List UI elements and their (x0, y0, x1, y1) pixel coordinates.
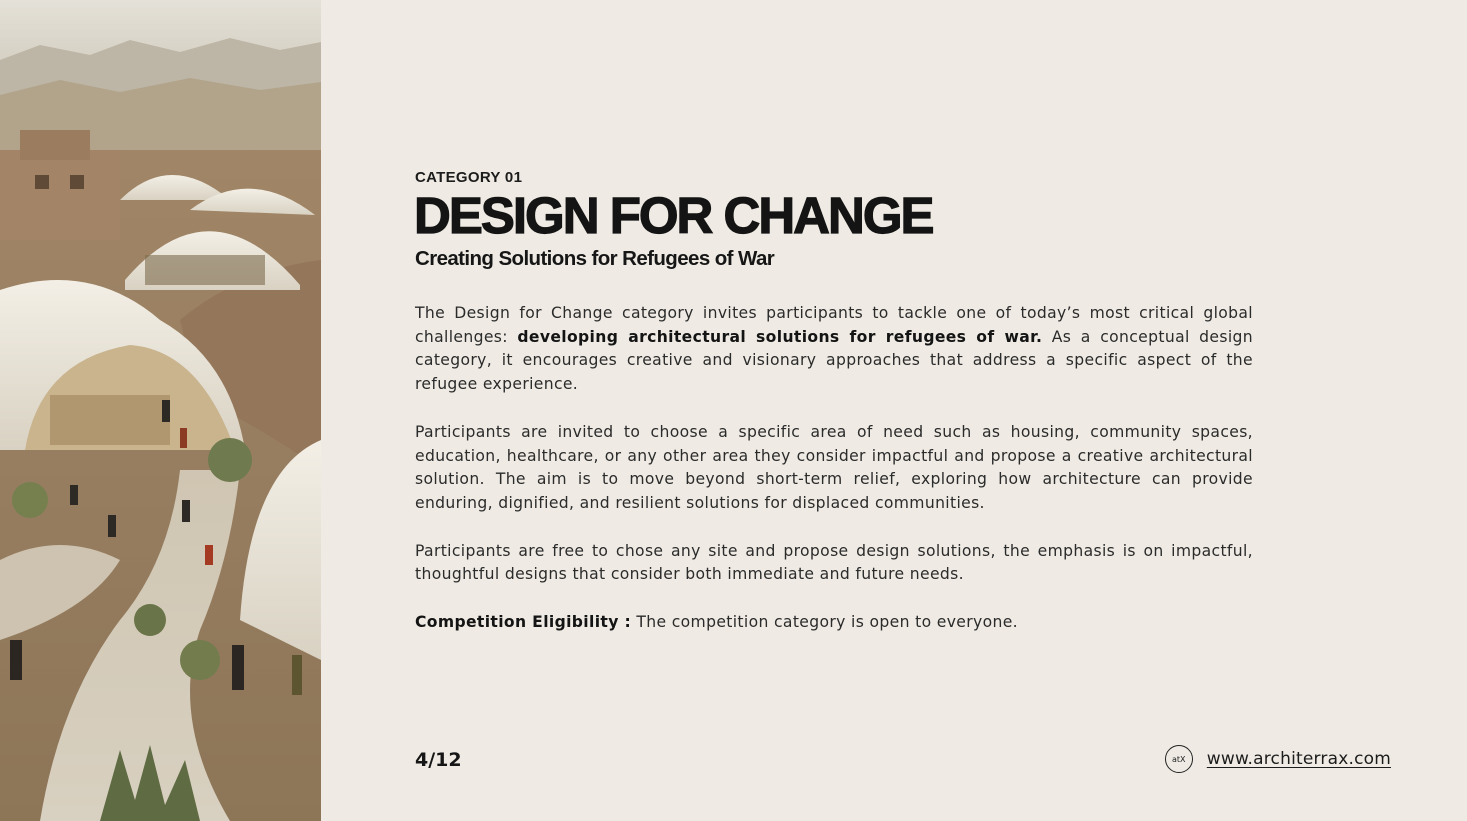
paragraph-eligibility (415, 611, 1253, 635)
page-number: 4/12 (415, 749, 462, 771)
paragraph-site: Participants are free to chose any site and propose design solutions, the emphasis is on impactful, thoughtful designs that consider both immediate and future needs. (415, 541, 1253, 584)
refugee-camp-photo (0, 0, 321, 821)
paragraph-intro-end: As a conceptual design category, it encourages creative and visionary approaches that address a specific aspect of the refugee experience. (415, 327, 1254, 394)
content-page (321, 0, 1467, 821)
paragraph-intro-bold: developing architectural solutions for refugees of war. (517, 327, 1043, 346)
website-footer (1165, 745, 1391, 773)
category-label: CATEGORY 01 (415, 169, 523, 186)
paragraph-participants: Participants are invited to choose a specific area of need such as housing, community spaces, education, healthcare, or any other area they consider impactful and propose a creative architectural solution. The aim is to move beyond short-term relief, exploring how architecture can provide enduring, dignified, and resilient solutions for displaced communities. (415, 422, 1253, 512)
architerrax-logo-icon (1165, 745, 1193, 773)
paragraph-intro (415, 302, 1253, 397)
camp-illustration (0, 0, 321, 821)
logo-text: atX (1172, 754, 1186, 764)
page-title: DESIGN FOR CHANGE (414, 187, 933, 244)
eligibility-label: Competition Eligibility : (415, 613, 632, 632)
body-text (415, 302, 1253, 659)
website-link[interactable]: www.architerrax.com (1206, 749, 1391, 769)
paragraph-intro-start: The Design for Change category invites participants to tackle one of today’s most critical global challenges: (415, 304, 1253, 346)
eligibility-text: The competition category is open to everyone. (631, 613, 1018, 632)
page-subtitle: Creating Solutions for Refugees of War (415, 247, 775, 270)
